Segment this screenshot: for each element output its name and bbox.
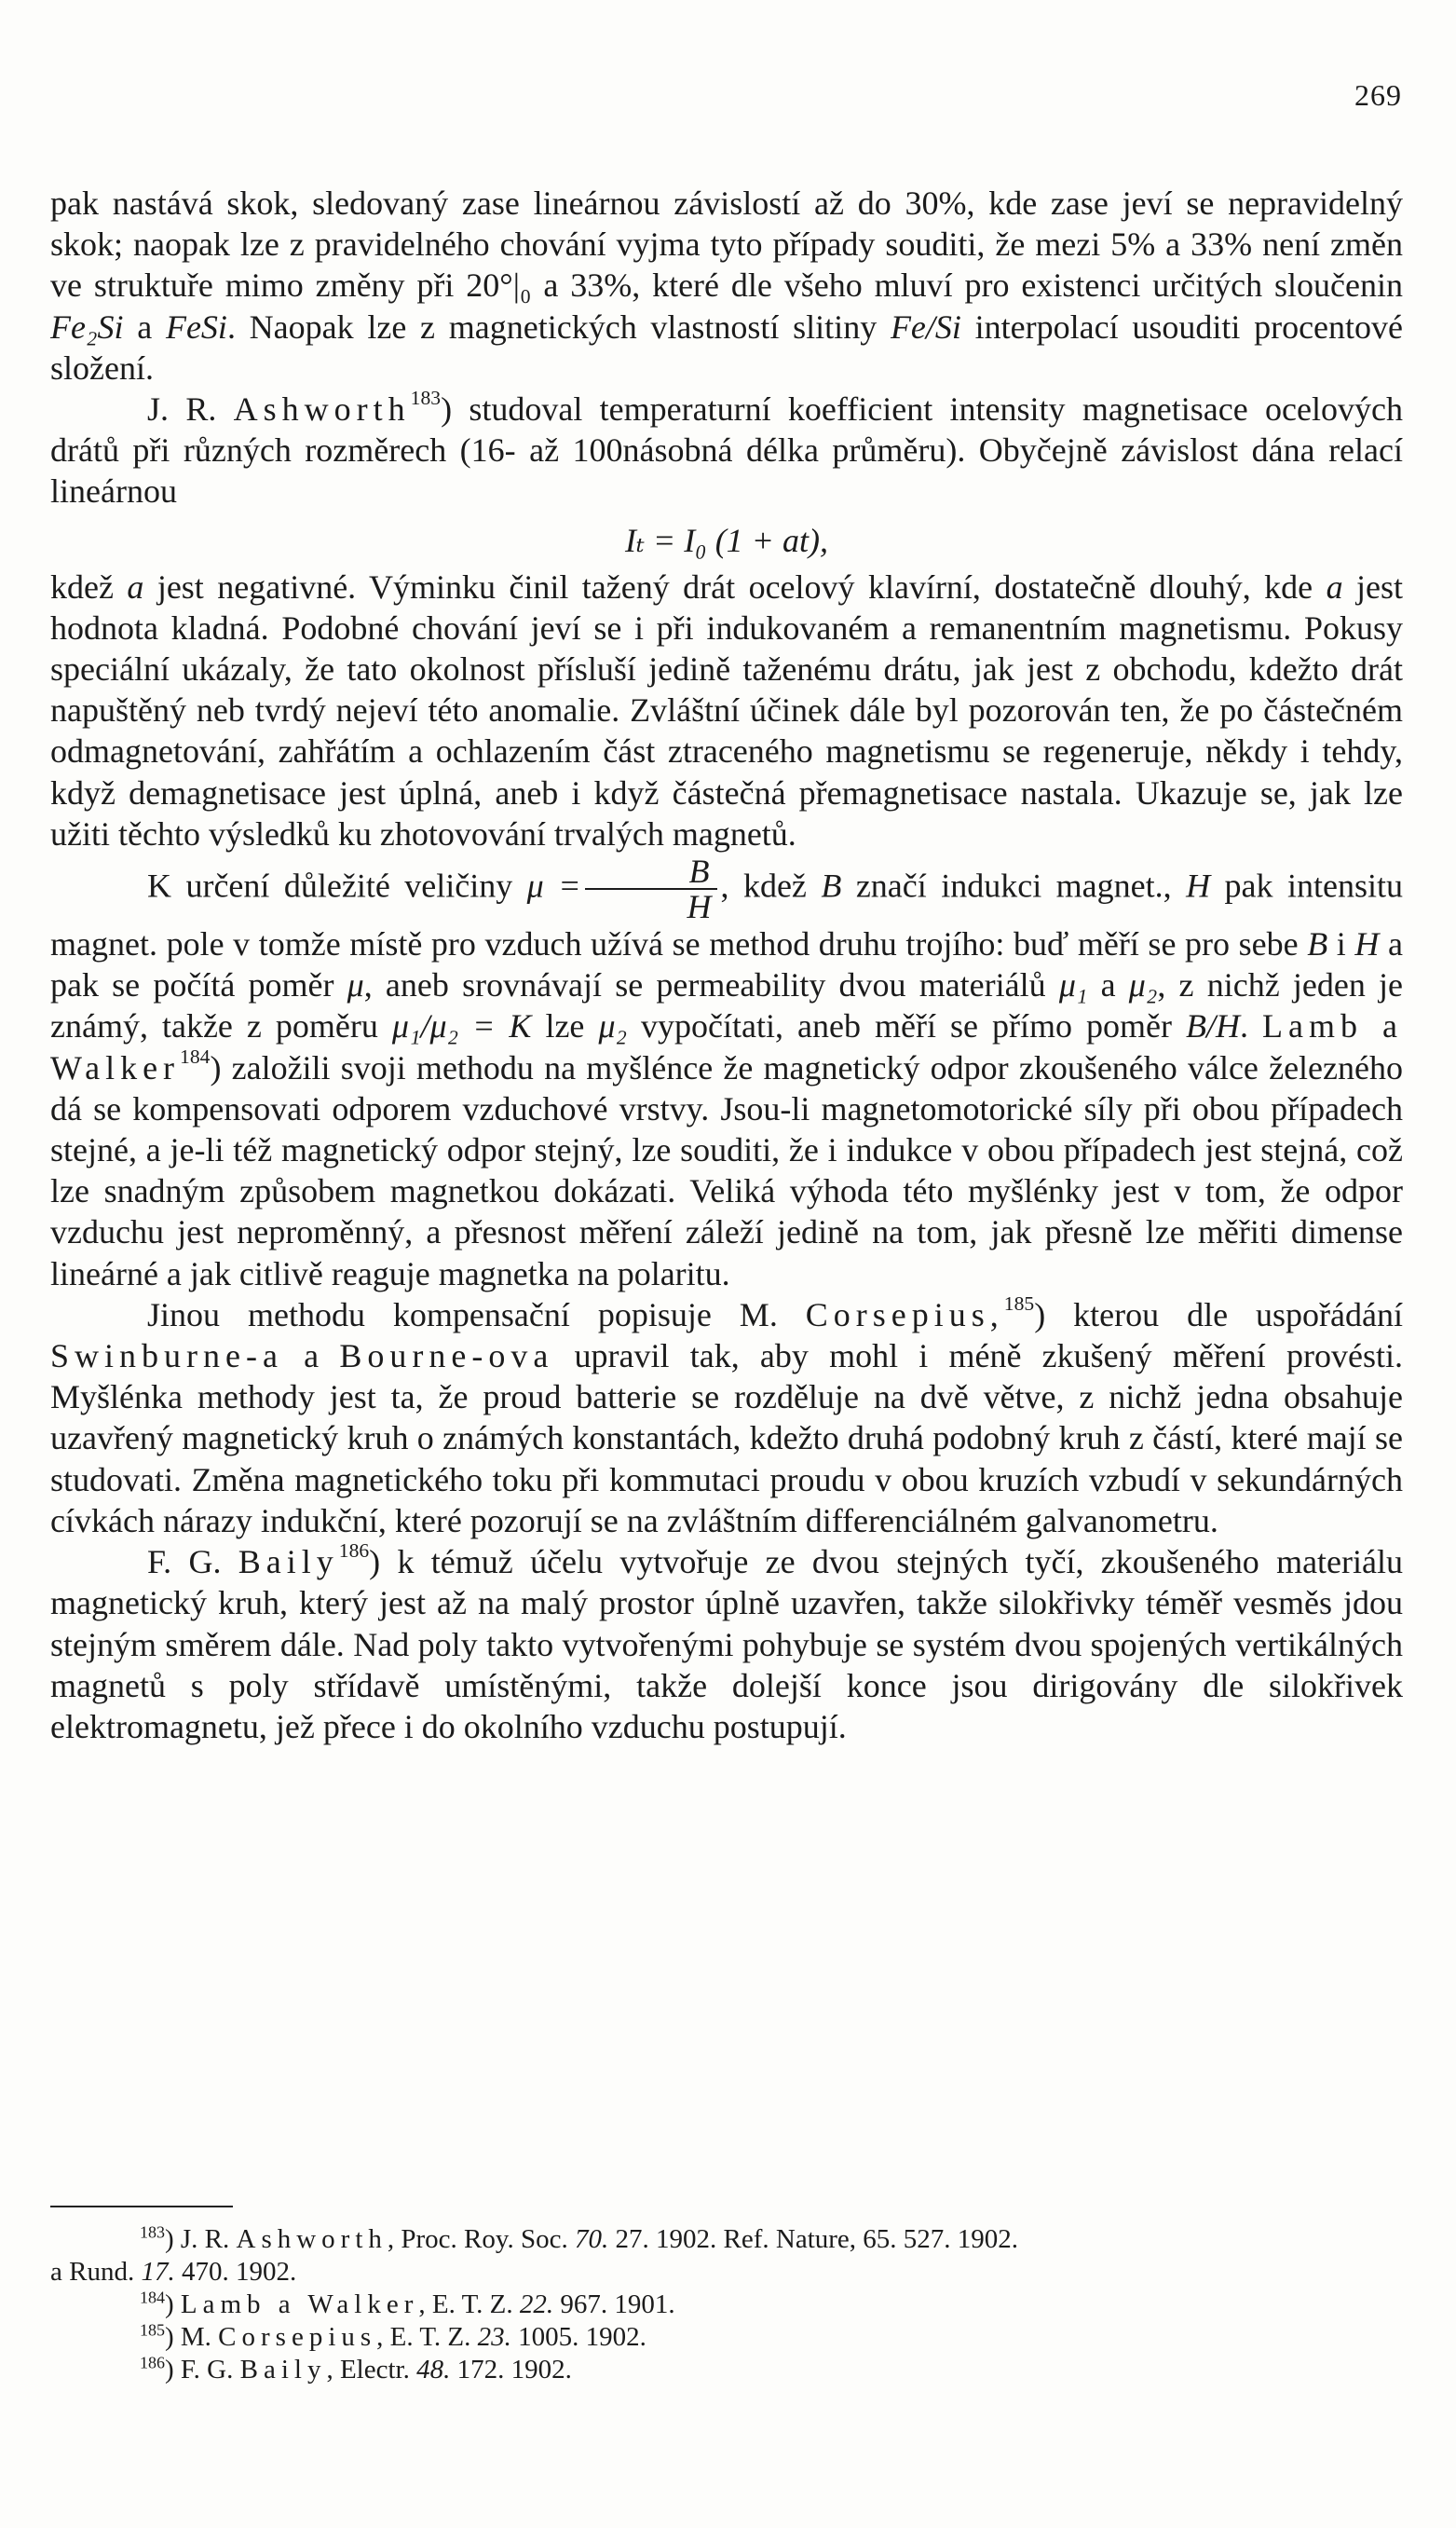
footnote: $^{184}$) Lamb a Walker, E. T. Z. 22. 967. 1901. (140, 2288, 675, 2319)
formula-fesi-slash: Fe/Si (890, 307, 961, 346)
formula-fesi: FeSi (165, 307, 227, 346)
author-name: Corsepius, (805, 1295, 1004, 1333)
paragraph-3: kdež a jest negativné. Výminku činil tažený drát ocelový klavírní, dostatečně dlouhý, kde a jest hodnota kladná. Podobné chování jeví se i při indukovaném a remanentním magnetismu. Pokusy speciální ukázaly, že tato okolnost přísluší jedině taženému drátu, jak jest z obchodu, kdežto drát napuštěný neb tvrdý nejeví této anomalie. Zvláštní účinek dále byl pozorován ten, že po částečném odmagnetování, zahřátím a ochlazením část ztraceného magnetismu se regeneruje, někdy i tehdy, když demagnetisace jest úplná, aneb i když částečná přemagnetisace nastala. Ukazuje se, jak lze užiti těchto výsledků ku zhotovování trvalých magnetů. (50, 567, 1403, 853)
paragraph-4: K určení důležité veličiny μ = $\frac{B}{H}$ , kdež B značí indukci magnet., H pak intensitu magnet. pole v tomže místě pro vzduch užívá se method druhu trojího: buď měří se pro sebe B i H a pak se počítá poměr μ, aneb srovnávají se permeability dvou materiálů μ₁ a μ₂, z nichž jeden je známý, takže z poměru μ₁/μ₂ = K lze μ₂ vypočítati, aneb měří se přímo poměr B/H. Lamb a Walker$^{184}$) založili svoji methodu na myšlénce že magnetický odpor zkoušeného válce železného dá se kompensovati odporem vzduchové vrstvy. Jsou-li magnetomotorické síly při obou případech stejné, a je-li též magnetický odpor stejný, lze souditi, že i indukce v obou případech jest stejná, což lze snadným způsobem magnetkou dokázati. Veliká výhoda této myšlénky jest v tom, že odpor vzduchu jest neproměnný, a přesnost měření záleží jedině na tom, jak přesně lze měřiti dimense lineárné a jak citlivě reaguje magnetka na polaritu. (50, 853, 1404, 1292)
author-name: Swinburne-a (50, 1337, 283, 1375)
author-name: Lamb a Walker (50, 1007, 1404, 1086)
footnote: $^{183}$) J. R. Ashworth, Proc. Roy. Soc. 70. 27. 1902. Ref. Nature, 65. 527. 1902. (140, 2222, 1019, 2254)
footnote: $^{185}$) M. Corsepius, E. T. Z. 23. 1005. 1902. (140, 2320, 646, 2352)
footnote-ref: 186 (338, 1539, 370, 1563)
paragraph-6: F. G. Baily$^{186}$) k témuž účelu vytvořuje ze dvou stejných tyčí, zkoušeného materiálu magnetický kruh, který jest až na malý prostor úplně uzavřen, takže silokřivky téměř vesměs jdou stejným směrem dále. Nad poly takto vytvořenými pohybuje se systém dvou spojených vertikálných magnetů s poly střídavě umístěnými, takže dolejší konce jsou dirigovány dle silokřivek elektromagnetu, jež přece i do okolního vzduchu postupují. (50, 1539, 1404, 1745)
formula-linear: Iₜ = I₀ (1 + at), (625, 521, 828, 559)
paragraph-1: pak nastává skok, sledovaný zase lineárnou závislostí až do 30%, kde zase jeví se nepravidelný skok; naopak lze z pravidelného chování vyjma tyto případy souditi, že mezi 5% a 33% není změn ve struktuře mimo změny při 20°|₀ a 33%, které dle všeho mluví pro existenci určitých sloučenin Fe₂Si a FeSi. Naopak lze z magnetických vlastností slitiny Fe/Si interpolací usouditi procentové složení. (50, 184, 1404, 387)
footnote-ref: 183 (410, 387, 442, 410)
paragraph-2: J. R. Ashworth$^{183}$) studoval temperaturní koefficient intensity magnetisace ocelových drátů při různých rozměrech (16- až 100násobná délka průměru). Obyčejně závislost dána relací lineárnou (50, 387, 1403, 511)
author-name: Ashworth (233, 390, 411, 429)
fraction-b-over-h: $\frac{B}{H}$ (585, 854, 717, 923)
author-name: Bourne-ova (339, 1337, 554, 1375)
footnote-ref: 184 (180, 1045, 211, 1068)
footnote-ref: 185 (1003, 1291, 1035, 1315)
mu-equals: μ = (526, 867, 581, 905)
author-name: Baily (238, 1543, 339, 1581)
variable-a: a (1326, 567, 1343, 606)
percent-sign: % (604, 266, 633, 305)
percent-sign: % (938, 184, 967, 222)
footnote: $^{186}$) F. G. Baily, Electr. 48. 172. 1902. (140, 2353, 572, 2385)
percent-sign: % (1224, 225, 1253, 264)
footnotes (50, 2223, 1403, 2386)
ratio-formula: μ₁/μ₂ = K (391, 1007, 532, 1045)
formula-fe2si: Fe₂Si (50, 307, 124, 346)
percent-sign: % (1127, 225, 1156, 264)
paragraph-5: Jinou methodu kompensační popisuje M. Corsepius,$^{185}$) kterou dle uspořádání Swinburne-a a Bourne-ova upravil tak, aby mohl i méně zkušený měření provésti. Myšlénka methody jest ta, že proud batterie se rozděluje na dvě větve, z nichž jedna obsahuje uzavřený magnetický kruh o známých konstantách, kdežto druhá podobný kruh z částí, které mají se studovati. Změna magnetického toku při kommutaci proudu v obou kruzích vzbudí v sekundárných cívkách nárazy indukční, které pozorují se na zvláštním differenciálném galvanometru. (50, 1291, 1403, 1539)
page-number: 269 (1354, 78, 1402, 112)
footnote-divider (50, 2206, 233, 2207)
percent-sign-alt: °|₀ (499, 266, 532, 305)
main-text (50, 183, 1403, 1747)
footnote-continuation: a Rund. 17. 470. 1902. (50, 2257, 297, 2287)
variable-a: a (127, 567, 144, 606)
